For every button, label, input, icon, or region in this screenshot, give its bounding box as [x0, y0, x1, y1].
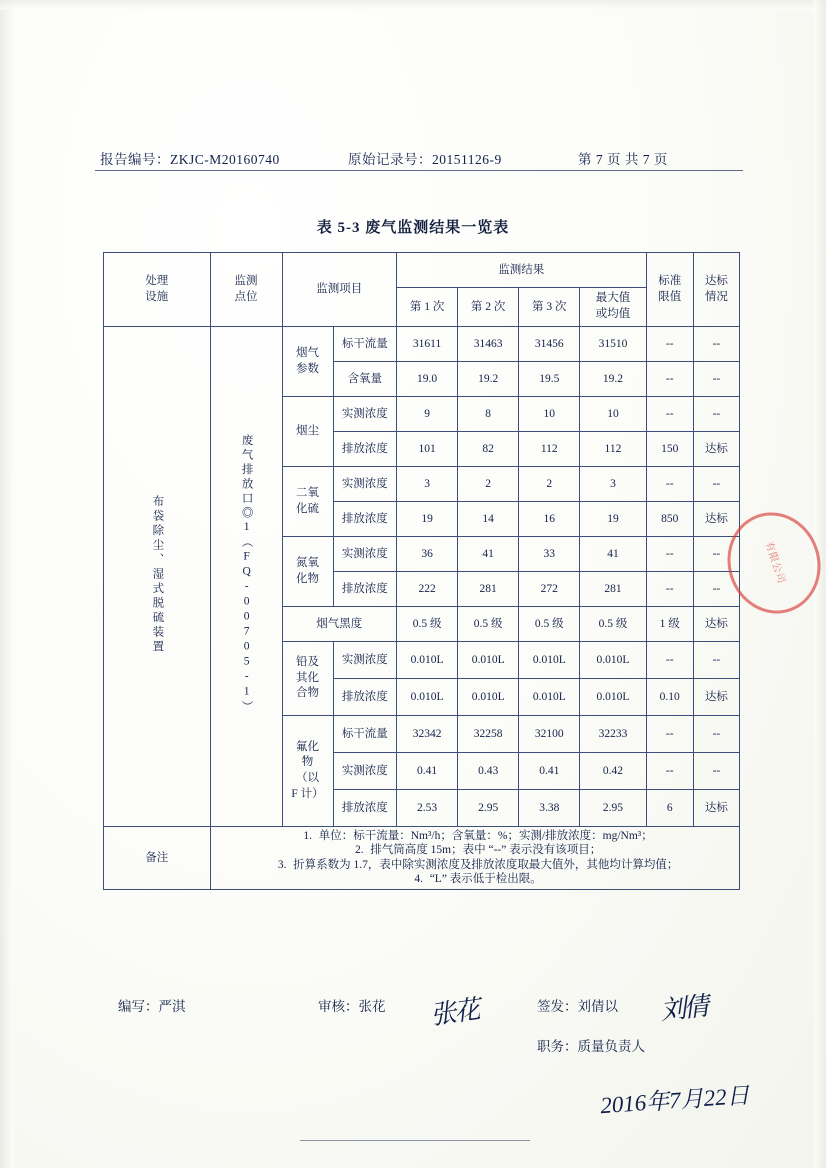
issuer-label: 签发： — [537, 999, 578, 1014]
reviewer-handwritten-signature: 张花 — [428, 994, 481, 1031]
role-value: 质量负责人 — [577, 1039, 645, 1054]
value-status: -- — [693, 467, 739, 502]
item-name: 排放浓度 — [333, 790, 396, 827]
value-status: -- — [693, 572, 739, 607]
value-run1: 3 — [397, 467, 458, 502]
cell-point — [210, 327, 282, 827]
group-so2: 二氧 化硫 — [282, 467, 333, 537]
issuer-name: 刘倩以 — [577, 999, 618, 1014]
header-status: 达标 情况 — [693, 253, 739, 327]
value-run2: 0.010L — [458, 642, 519, 679]
page-info: 第 7 页 共 7 页 — [578, 152, 668, 167]
value-run2: 82 — [458, 432, 519, 467]
header-run1: 第 1 次 — [397, 288, 458, 327]
value-maxavg: 41 — [580, 537, 646, 572]
value-run2: 0.010L — [458, 679, 519, 716]
value-run3: 0.5 级 — [519, 607, 580, 642]
value-run2: 32258 — [458, 716, 519, 753]
value-run1: 0.010L — [397, 642, 458, 679]
value-status: 达标 — [693, 502, 739, 537]
value-maxavg: 0.010L — [580, 679, 646, 716]
item-name: 排放浓度 — [333, 679, 396, 716]
value-maxavg: 31510 — [580, 327, 646, 362]
value-status: -- — [693, 397, 739, 432]
value-limit: 850 — [646, 502, 693, 537]
author-name: 严淇 — [158, 999, 186, 1014]
value-limit: -- — [646, 572, 693, 607]
value-run3: 112 — [519, 432, 580, 467]
report-number-value: ZKJC-M20160740 — [170, 152, 280, 167]
record-number-block — [348, 148, 578, 168]
value-status: -- — [693, 362, 739, 397]
remark-item — [212, 872, 739, 886]
value-run3: 0.010L — [519, 679, 580, 716]
value-run3: 32100 — [519, 716, 580, 753]
header-run3: 第 3 次 — [519, 288, 580, 327]
reviewer-name: 张花 — [358, 999, 386, 1014]
remarks-body — [210, 827, 740, 890]
value-status: 达标 — [693, 790, 739, 827]
author-block — [118, 995, 186, 1015]
value-status: 达标 — [693, 607, 739, 642]
reviewer-block — [318, 995, 386, 1015]
reviewer-label: 审核： — [318, 999, 359, 1014]
header-limit: 标准 限值 — [646, 253, 693, 327]
value-status: -- — [693, 642, 739, 679]
table-row — [104, 327, 740, 362]
document-header — [100, 148, 740, 168]
remark-number: 1. — [303, 830, 313, 842]
value-limit: -- — [646, 716, 693, 753]
value-run2: 14 — [458, 502, 519, 537]
page-edge-top — [0, 0, 826, 10]
item-name: 标干流量 — [333, 716, 396, 753]
header-point: 监测 点位 — [210, 253, 282, 327]
header-run2: 第 2 次 — [458, 288, 519, 327]
value-maxavg: 19.2 — [580, 362, 646, 397]
value-maxavg: 32233 — [580, 716, 646, 753]
record-number-label: 原始记录号： — [348, 152, 432, 167]
value-run3: 272 — [519, 572, 580, 607]
value-run3: 16 — [519, 502, 580, 537]
value-run3: 19.5 — [519, 362, 580, 397]
value-run1: 101 — [397, 432, 458, 467]
value-run2: 2.95 — [458, 790, 519, 827]
value-limit: 6 — [646, 790, 693, 827]
item-name: 烟气黑度 — [282, 607, 397, 642]
value-run2: 0.43 — [458, 753, 519, 790]
value-maxavg: 19 — [580, 502, 646, 537]
value-run3: 10 — [519, 397, 580, 432]
remark-text: 排气筒高度 15m；表中 “--” 表示没有该项目； — [370, 844, 602, 857]
footer-rule — [300, 1140, 530, 1141]
value-run1: 36 — [397, 537, 458, 572]
date-month-day: 7月22日 — [668, 1082, 751, 1114]
value-status: 达标 — [693, 679, 739, 716]
group-yanqi: 烟气 参数 — [282, 327, 333, 397]
emission-results-table — [103, 252, 740, 890]
value-run2: 281 — [458, 572, 519, 607]
value-run2: 0.5 级 — [458, 607, 519, 642]
value-run1: 0.5 级 — [397, 607, 458, 642]
value-run1: 0.010L — [397, 679, 458, 716]
value-run2: 8 — [458, 397, 519, 432]
value-run1: 31611 — [397, 327, 458, 362]
item-name: 排放浓度 — [333, 572, 396, 607]
value-maxavg: 2.95 — [580, 790, 646, 827]
value-limit: 150 — [646, 432, 693, 467]
role-block — [537, 1035, 645, 1055]
date-year: 2016 — [599, 1090, 648, 1119]
page-edge-left — [0, 0, 14, 1168]
value-run3: 2 — [519, 467, 580, 502]
handwritten-date — [599, 1077, 750, 1120]
value-run1: 222 — [397, 572, 458, 607]
stamp-text: 有限公司 — [762, 540, 787, 586]
value-run1: 19 — [397, 502, 458, 537]
value-status: -- — [693, 753, 739, 790]
value-run1: 0.41 — [397, 753, 458, 790]
report-number-block — [100, 148, 348, 168]
value-run1: 19.0 — [397, 362, 458, 397]
value-status: 达标 — [693, 432, 739, 467]
group-f: 氟化 物 （以 F 计） — [282, 716, 333, 827]
group-nox: 氮氧 化物 — [282, 537, 333, 607]
table-title: 表 5-3 废气监测结果一览表 — [316, 220, 510, 236]
value-run2: 2 — [458, 467, 519, 502]
remark-number: 2. — [354, 844, 364, 857]
header-facility: 处理 设施 — [104, 253, 211, 327]
item-name: 实测浓度 — [333, 642, 396, 679]
value-limit: -- — [646, 397, 693, 432]
author-label: 编写： — [118, 999, 159, 1014]
value-maxavg: 0.010L — [580, 642, 646, 679]
value-maxavg: 0.42 — [580, 753, 646, 790]
value-limit: -- — [646, 362, 693, 397]
value-run2: 41 — [458, 537, 519, 572]
header-item: 监测项目 — [282, 253, 397, 327]
header-maxavg: 最大值 或均值 — [580, 288, 646, 327]
table-header-row-1 — [104, 253, 740, 288]
report-number-label: 报告编号： — [100, 152, 170, 167]
value-run1: 2.53 — [397, 790, 458, 827]
value-status: -- — [693, 716, 739, 753]
value-status: -- — [693, 537, 739, 572]
header-results-group: 监测结果 — [397, 253, 647, 288]
remark-item — [212, 858, 739, 872]
value-limit: -- — [646, 327, 693, 362]
remark-text: “L” 表示低于检出限。 — [429, 873, 542, 886]
point-label: 废气排放口◎1（FQ-00705-1） — [240, 433, 253, 715]
item-name: 标干流量 — [333, 327, 396, 362]
table-remarks-row — [104, 827, 740, 890]
remarks-label: 备注 — [104, 827, 211, 890]
value-limit: -- — [646, 467, 693, 502]
value-maxavg: 281 — [580, 572, 646, 607]
value-limit: 1 级 — [646, 607, 693, 642]
record-number-value: 20151126-9 — [432, 152, 502, 167]
item-name: 实测浓度 — [333, 397, 396, 432]
value-limit: -- — [646, 753, 693, 790]
value-run2: 19.2 — [458, 362, 519, 397]
item-name: 实测浓度 — [333, 753, 396, 790]
value-run3: 0.010L — [519, 642, 580, 679]
value-status: -- — [693, 327, 739, 362]
value-maxavg: 112 — [580, 432, 646, 467]
item-name: 排放浓度 — [333, 432, 396, 467]
item-name: 实测浓度 — [333, 467, 396, 502]
remark-text: 折算系数为 1.7，表中除实测浓度及排放浓度取最大值外，其他均计算均值； — [293, 858, 679, 871]
remark-item — [212, 829, 739, 843]
item-name: 排放浓度 — [333, 502, 396, 537]
value-run3: 33 — [519, 537, 580, 572]
issuer-block — [537, 995, 618, 1015]
value-maxavg: 3 — [580, 467, 646, 502]
role-label: 职务： — [537, 1039, 578, 1054]
value-limit: 0.10 — [646, 679, 693, 716]
item-name: 含氧量 — [333, 362, 396, 397]
remark-number: 3. — [277, 858, 287, 871]
remark-number: 4. — [414, 873, 423, 886]
remark-text: 单位：标干流量：Nm³/h；含氧量：%；实测/排放浓度：mg/Nm³； — [318, 830, 653, 842]
cell-facility — [104, 327, 211, 827]
value-maxavg: 10 — [580, 397, 646, 432]
value-maxavg: 0.5 级 — [580, 607, 646, 642]
issuer-handwritten-signature: 刘倩 — [658, 991, 708, 1026]
value-run3: 3.38 — [519, 790, 580, 827]
value-run1: 9 — [397, 397, 458, 432]
header-rule — [95, 170, 743, 171]
group-yanchen: 烟尘 — [282, 397, 333, 467]
value-limit: -- — [646, 642, 693, 679]
value-run3: 0.41 — [519, 753, 580, 790]
value-run2: 31463 — [458, 327, 519, 362]
value-run3: 31456 — [519, 327, 580, 362]
remark-item — [212, 843, 739, 857]
date-year-unit: 年 — [645, 1088, 671, 1115]
group-pb: 铅及 其化 合物 — [282, 642, 333, 716]
value-limit: -- — [646, 537, 693, 572]
item-name: 实测浓度 — [333, 537, 396, 572]
value-run1: 32342 — [397, 716, 458, 753]
facility-label: 布袋除尘、湿式脱硫装置 — [151, 494, 164, 655]
